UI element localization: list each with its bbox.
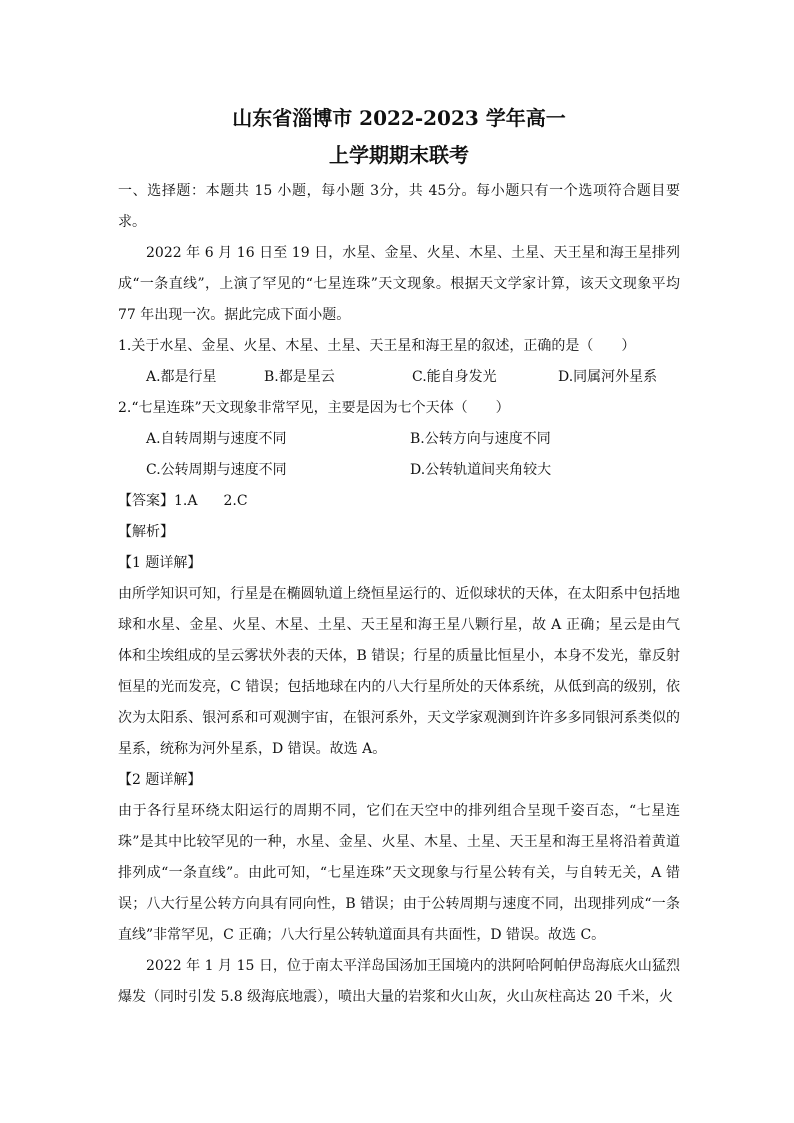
document-title: 山东省淄博市 2022-2023 学年高一 (232, 106, 566, 130)
q1-option-b: B.都是星云 (264, 369, 335, 385)
q1-option-c: C.能自身发光 (412, 369, 497, 385)
answer-1: 1.A (174, 493, 198, 509)
passage-1: 2022 年 6 月 16 日至 19 日，水星、金星、火星、木星、土星、天王星和海王星排列成“一条直线”，上演了罕见的“七星连珠”天文现象。根据天文学家计算，该天文现象平均 77 年出现一次。据此完成下面小题。 (118, 245, 680, 323)
answer-line (118, 486, 680, 517)
document-content (118, 100, 680, 1013)
q2-option-a: A.自转周期与速度不同 (146, 431, 287, 447)
q1-option-a: A.都是行星 (146, 369, 217, 385)
question-2-options-row1 (118, 424, 680, 455)
detail-1-label: 【1 题详解】 (118, 555, 202, 571)
q1-option-d: D.同属河外星系 (558, 369, 658, 385)
detail-2-label: 【2 题详解】 (118, 772, 202, 788)
question-2-stem: 2.“七星连珠”天文现象非常罕见，主要是因为七个天体（ ） (118, 400, 510, 416)
detail-1-text: 由所学知识可知，行星是在椭圆轨道上绕恒星运行的、近似球状的天体，在太阳系中包括地球和水星、金星、火星、木星、土星、天王星和海王星八颗行星，故 A 正确；星云是由气体和尘埃组成的呈云雾状外表的天体，B 错误；行星的质量比恒星小，本身不发光，靠反射恒星的光而发亮，C 错误；包括地球在内的八大行星所处的天体系统，从低到高的级别，依次为太阳系、银河系和可观测宇宙，在银河系外，天文学家观测到许许多多同银河系类似的星系，统称为河外星系，D 错误。故选 A。 (118, 586, 680, 757)
question-1-options (118, 362, 680, 393)
question-1-stem: 1.关于水星、金星、火星、木星、土星、天王星和海王星的叙述，正确的是（ ） (118, 338, 636, 354)
passage-2: 2022 年 1 月 15 日，位于南太平洋岛国汤加王国境内的洪阿哈阿帕伊岛海底火山猛烈爆发（同时引发 5.8 级海底地震），喷出大量的岩浆和火山灰，火山灰柱高达 20 千米，火 (118, 958, 680, 1005)
answer-label: 【答案】 (118, 493, 174, 509)
q2-option-c: C.公转周期与速度不同 (146, 462, 287, 478)
analysis-label: 【解析】 (118, 524, 174, 540)
answer-2: 2.C (223, 493, 248, 509)
q2-option-d: D.公转轨道间夹角较大 (410, 462, 552, 478)
detail-2-text: 由于各行星环绕太阳运行的周期不同，它们在天空中的排列组合呈现千姿百态，“七星连珠”是其中比较罕见的一种，水星、金星、火星、木星、土星、天王星和海王星将沿着黄道排列成“一条直线”。由此可知，“七星连珠”天文现象与行星公转有关，与自转无关，A 错误；八大行星公转方向具有同向性，B 错误；由于公转周期与速度不同，出现排列成“一条直线”非常罕见，C 正确；八大行星公转轨道面具有共面性，D 错误。故选 C。 (118, 803, 680, 943)
section-header: 一、选择题：本题共 15 小题，每小题 3分，共 45分。每小题只有一个选项符合题目要求。 (118, 183, 680, 230)
document-subtitle: 上学期期末联考 (329, 143, 469, 167)
q2-option-b: B.公转方向与速度不同 (410, 431, 551, 447)
question-2-options-row2 (118, 455, 680, 486)
